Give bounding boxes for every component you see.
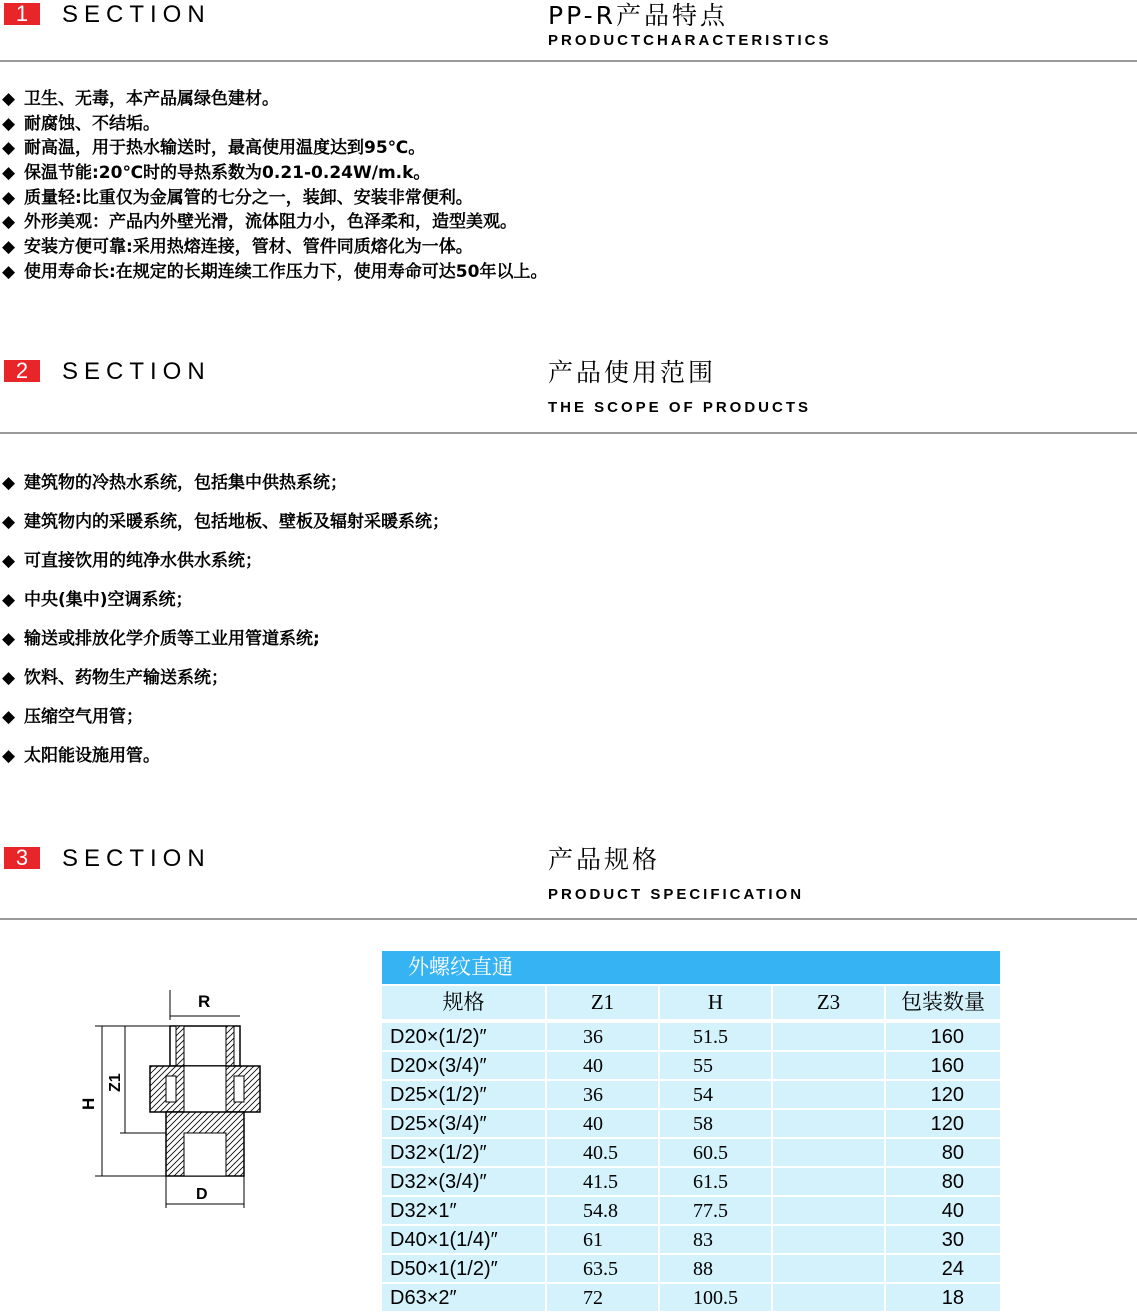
section-divider: [0, 60, 1137, 62]
header-cell: Z3: [773, 986, 884, 1021]
list-item: ◆ 压缩空气用管；: [2, 698, 449, 737]
table-cell: D25×(1/2)″: [382, 1081, 545, 1110]
table-row: [382, 1226, 1000, 1255]
section-divider: [0, 918, 1137, 920]
table-cell: [773, 1081, 884, 1110]
diamond-bullet-icon: ◆: [2, 163, 16, 184]
table-cell: [773, 1168, 884, 1197]
fitting-insert: [166, 1076, 176, 1102]
table-row: [382, 1168, 1000, 1197]
table-cell: [773, 1284, 884, 1313]
diamond-bullet-icon: ◆: [2, 512, 16, 532]
section-divider: [0, 432, 1137, 434]
table-row: [382, 1197, 1000, 1226]
table-cell: [773, 1023, 884, 1052]
table-cell: 160: [886, 1052, 1000, 1081]
section-title-en: PRODUCTCHARACTERISTICS: [548, 32, 832, 49]
diamond-bullet-icon: ◆: [2, 746, 16, 766]
diamond-bullet-icon: ◆: [2, 113, 16, 134]
spec-table: [382, 951, 1000, 1313]
table-cell: 77.5: [660, 1197, 771, 1226]
list-item: ◆ 使用寿命长:在规定的长期连续工作压力下，使用寿命可达50年以上。: [2, 260, 547, 285]
diamond-bullet-icon: ◆: [2, 237, 16, 258]
section-number: 2: [4, 360, 40, 382]
table-cell: 40.5: [547, 1139, 658, 1168]
table-header-row: [382, 986, 1000, 1021]
list-item: ◆ 外形美观：产品内外壁光滑，流体阻力小，色泽柔和，造型美观。: [2, 210, 547, 235]
list-item: ◆ 保温节能:20℃时的导热系数为0.21-0.24W/m.k。: [2, 161, 547, 186]
list-item: ◆ 耐腐蚀、不结垢。: [2, 112, 547, 137]
section-title-en: PRODUCT SPECIFICATION: [548, 886, 805, 903]
table-cell: 80: [886, 1139, 1000, 1168]
table-cell: 120: [886, 1110, 1000, 1139]
table-row: [382, 1023, 1000, 1052]
section-word: SECTION: [62, 1, 211, 28]
label-z1: Z1: [107, 1073, 124, 1092]
section-word: SECTION: [62, 845, 211, 872]
diamond-bullet-icon: ◆: [2, 629, 16, 649]
header-cell: Z1: [547, 986, 658, 1021]
table-row: [382, 1110, 1000, 1139]
section-title-en: THE SCOPE OF PRODUCTS: [548, 399, 812, 416]
fitting-bore: [184, 1066, 226, 1112]
diamond-bullet-icon: ◆: [2, 187, 16, 208]
table-cell: D32×1″: [382, 1197, 545, 1226]
table-cell: 54.8: [547, 1197, 658, 1226]
table-cell: D50×1(1/2)″: [382, 1255, 545, 1284]
diamond-bullet-icon: ◆: [2, 473, 16, 493]
list-item: ◆ 饮料、药物生产输送系统；: [2, 659, 449, 698]
table-cell: D32×(1/2)″: [382, 1139, 545, 1168]
table-cell: 51.5: [660, 1023, 771, 1052]
table-cell: 40: [547, 1110, 658, 1139]
table-cell: [773, 1052, 884, 1081]
table-cell: [773, 1255, 884, 1284]
table-cell: D63×2″: [382, 1284, 545, 1313]
section-title-cn: PP-R产品特点: [548, 1, 728, 30]
fitting-insert: [234, 1076, 244, 1102]
table-cell: 88: [660, 1255, 771, 1284]
diamond-bullet-icon: ◆: [2, 261, 16, 282]
table-cell: 40: [547, 1052, 658, 1081]
header-cell: 规格: [382, 986, 545, 1021]
diamond-bullet-icon: ◆: [2, 212, 16, 233]
fitting-drawing: [70, 980, 310, 1210]
fitting-diagram: [70, 980, 310, 1210]
table-cell: 80: [886, 1168, 1000, 1197]
list-item: ◆ 可直接饮用的纯净水供水系统；: [2, 542, 449, 581]
label-h: H: [79, 1097, 98, 1110]
diamond-bullet-icon: ◆: [2, 551, 16, 571]
table-cell: 72: [547, 1284, 658, 1313]
table-cell: [773, 1139, 884, 1168]
table-cell: 54: [660, 1081, 771, 1110]
list-item: ◆ 输送或排放化学介质等工业用管道系统;: [2, 620, 449, 659]
diamond-bullet-icon: ◆: [2, 590, 16, 610]
table-row: [382, 1139, 1000, 1168]
list-item: ◆ 质量轻:比重仅为金属管的七分之一，装卸、安装非常便利。: [2, 186, 547, 211]
header-cell: 包装数量: [886, 986, 1000, 1021]
table-cell: [773, 1197, 884, 1226]
table-cell: 30: [886, 1226, 1000, 1255]
table-cell: 58: [660, 1110, 771, 1139]
table-row: [382, 1255, 1000, 1284]
fitting-socket-bore: [184, 1133, 226, 1176]
diamond-bullet-icon: ◆: [2, 89, 16, 109]
section-word: SECTION: [62, 358, 211, 385]
table-cell: 36: [547, 1081, 658, 1110]
table-cell: [773, 1110, 884, 1139]
section-number: 3: [4, 847, 40, 869]
table-cell: 40: [886, 1197, 1000, 1226]
list-item: ◆ 中央(集中)空调系统；: [2, 581, 449, 620]
label-d: D: [196, 1186, 208, 1203]
table-row: [382, 1284, 1000, 1313]
diamond-bullet-icon: ◆: [2, 707, 16, 727]
scope-list: [2, 464, 449, 776]
diamond-bullet-icon: ◆: [2, 138, 16, 159]
characteristics-list: [2, 87, 547, 285]
table-cell: 41.5: [547, 1168, 658, 1197]
table-cell: 24: [886, 1255, 1000, 1284]
table-row: [382, 1081, 1000, 1110]
table-cell: 61.5: [660, 1168, 771, 1197]
list-item: ◆ 建筑物内的采暖系统，包括地板、壁板及辐射采暖系统；: [2, 503, 449, 542]
table-cell: D20×(3/4)″: [382, 1052, 545, 1081]
list-item: ◆ 建筑物的冷热水系统，包括集中供热系统；: [2, 464, 449, 503]
section-number: 1: [4, 3, 40, 25]
label-r: R: [198, 992, 211, 1011]
table-cell: 18: [886, 1284, 1000, 1313]
table-cell: 63.5: [547, 1255, 658, 1284]
section-title-cn: 产品使用范围: [548, 358, 717, 387]
table-cell: 120: [886, 1081, 1000, 1110]
table-cell: D25×(3/4)″: [382, 1110, 545, 1139]
table-cell: D32×(3/4)″: [382, 1168, 545, 1197]
table-cell: 160: [886, 1023, 1000, 1052]
table-cell: 100.5: [660, 1284, 771, 1313]
table-cell: [773, 1226, 884, 1255]
table-cell: D20×(1/2)″: [382, 1023, 545, 1052]
list-item: ◆ 安装方便可靠:采用热熔连接，管材、管件同质熔化为一体。: [2, 235, 547, 260]
table-row: [382, 1052, 1000, 1081]
table-cell: 36: [547, 1023, 658, 1052]
table-cell: 61: [547, 1226, 658, 1255]
table-body: [382, 1023, 1000, 1313]
table-cell: 60.5: [660, 1139, 771, 1168]
table-cell: D40×1(1/4)″: [382, 1226, 545, 1255]
list-item: ◆ 耐高温，用于热水输送时，最高使用温度达到95℃。: [2, 136, 547, 161]
table-title: 外螺纹直通: [382, 951, 1000, 984]
header-cell: H: [660, 986, 771, 1021]
section-title-cn: 产品规格: [548, 845, 661, 874]
diamond-bullet-icon: ◆: [2, 668, 16, 688]
list-item: ◆ 太阳能设施用管。: [2, 737, 449, 776]
list-item: ◆ 卫生、无毒，本产品属绿色建材。: [2, 87, 547, 112]
table-cell: 83: [660, 1226, 771, 1255]
table-cell: 55: [660, 1052, 771, 1081]
